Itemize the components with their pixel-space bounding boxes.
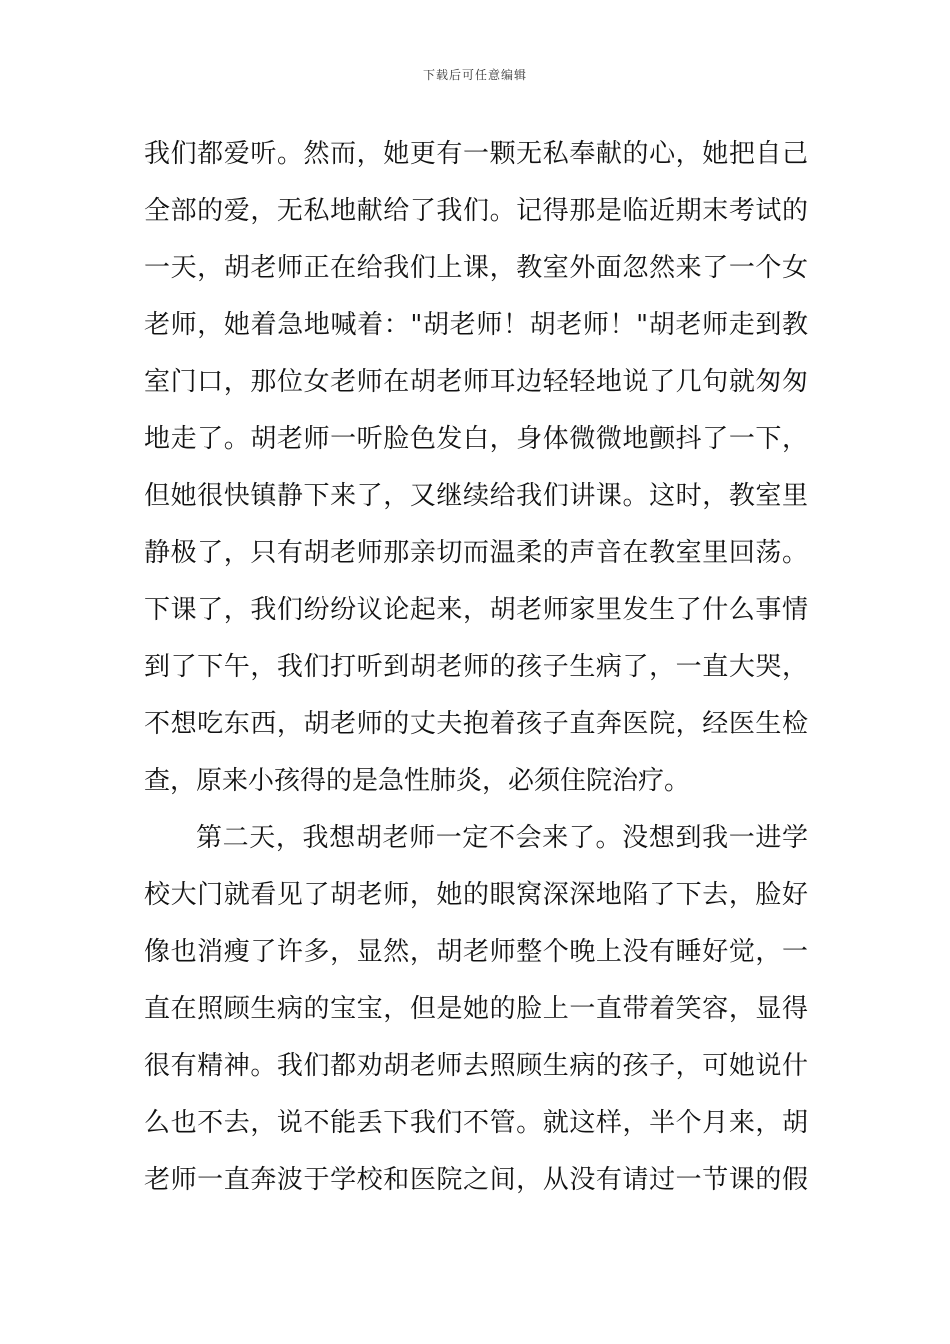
text-line: 一天，胡老师正在给我们上课，教室外面忽然来了一个女 — [144, 253, 808, 283]
text-line: 老师一直奔波于学校和医院之间，从没有请过一节课的假 — [144, 1165, 808, 1195]
document-body — [144, 126, 808, 1209]
text-line: 地走了。胡老师一听脸色发白，身体微微地颤抖了一下， — [144, 424, 808, 454]
text-line: 静极了，只有胡老师那亲切而温柔的声音在教室里回荡。 — [144, 538, 808, 568]
paragraph-2 — [144, 810, 808, 1209]
text-line: 像也消瘦了许多，显然，胡老师整个晚上没有睡好觉，一 — [144, 937, 808, 967]
text-line: 但她很快镇静下来了，又继续给我们讲课。这时，教室里 — [144, 481, 808, 511]
text-line: 直在照顾生病的宝宝，但是她的脸上一直带着笑容，显得 — [144, 994, 808, 1024]
text-line: 校大门就看见了胡老师，她的眼窝深深地陷了下去，脸好 — [144, 880, 808, 910]
text-line: 么也不去，说不能丢下我们不管。就这样，半个月来，胡 — [144, 1108, 808, 1138]
page-header: 下载后可任意编辑 — [422, 68, 527, 82]
text-line: 室门口，那位女老师在胡老师耳边轻轻地说了几句就匆匆 — [144, 367, 808, 397]
text-line: 不想吃东西，胡老师的丈夫抱着孩子直奔医院，经医生检 — [144, 709, 808, 739]
text-line: 我们都爱听。然而，她更有一颗无私奉献的心，她把自己 — [144, 139, 808, 169]
paragraph-1 — [144, 126, 808, 810]
text-line: 到了下午，我们打听到胡老师的孩子生病了，一直大哭， — [144, 652, 808, 682]
text-line: 全部的爱，无私地献给了我们。记得那是临近期末考试的 — [144, 196, 808, 226]
text-line: 老师，她着急地喊着："胡老师！胡老师！"胡老师走到教 — [144, 310, 808, 340]
text-line: 第二天，我想胡老师一定不会来了。没想到我一进学 — [196, 823, 808, 853]
text-line: 下课了，我们纷纷议论起来，胡老师家里发生了什么事情 — [144, 595, 808, 625]
text-line: 查，原来小孩得的是急性肺炎，必须住院治疗。 — [144, 766, 691, 796]
text-line: 很有精神。我们都劝胡老师去照顾生病的孩子，可她说什 — [144, 1051, 808, 1081]
